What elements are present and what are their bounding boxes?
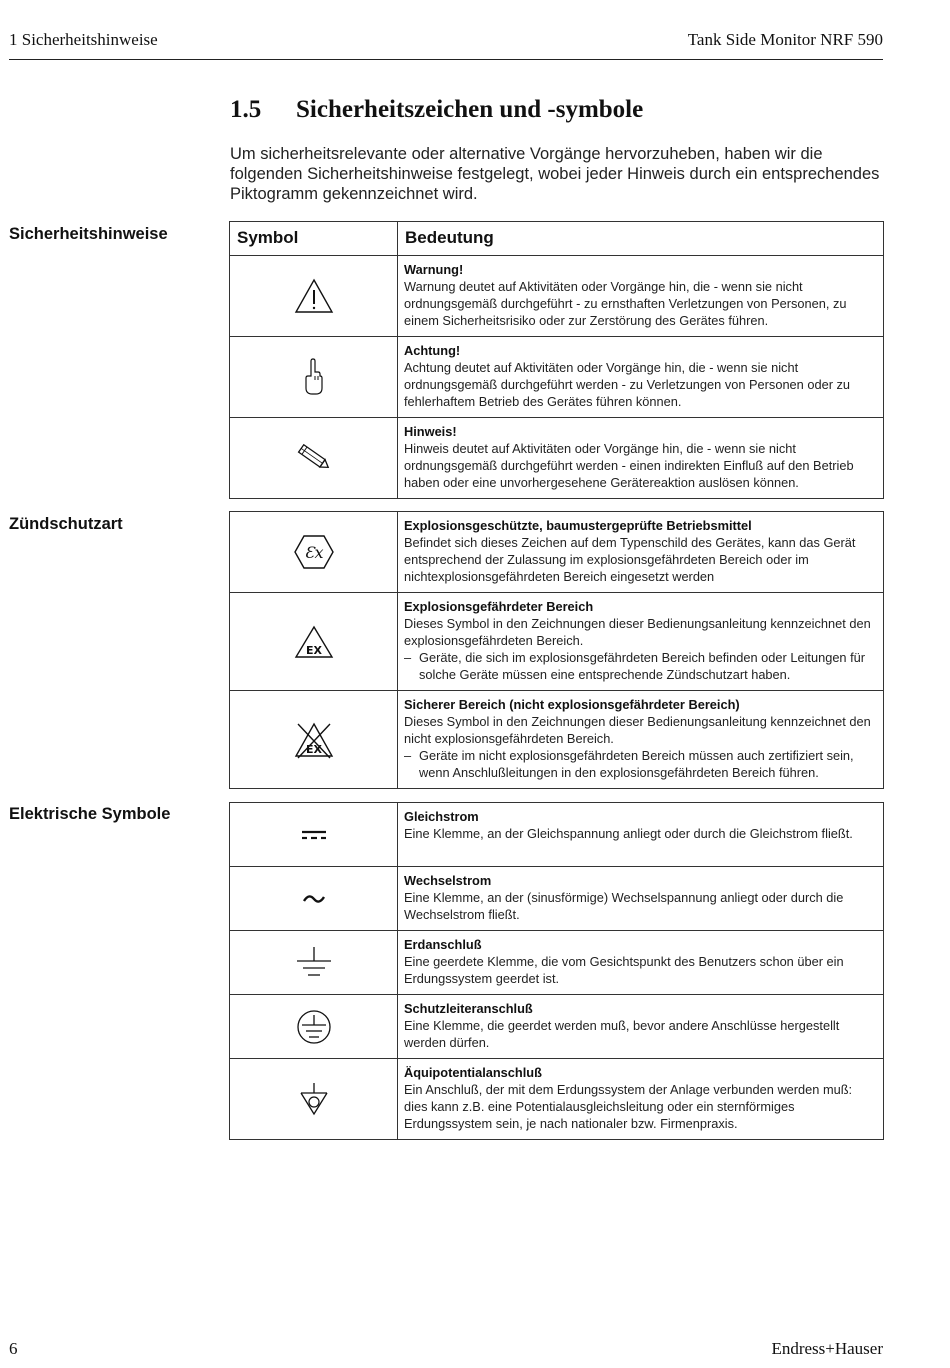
safety-symbols-table [229,221,884,499]
item-title: Sicherer Bereich (nicht explosionsgefährdeter Bereich) [404,697,740,712]
table-row [230,418,884,499]
equipotential-icon [299,1081,329,1117]
item-title: Warnung! [404,262,464,277]
side-label-electrical: Elektrische Symbole [9,805,171,823]
table-row [230,931,884,995]
electrical-symbols-table [229,802,884,1140]
table-row [230,337,884,418]
item-text: Eine Klemme, an der (sinusförmige) Wechselspannung anliegt oder durch die Wechselstrom fließt. [404,890,844,922]
table-row [230,1059,884,1140]
ex-triangle-icon [294,625,334,659]
item-title: Explosionsgeschützte, baumustergeprüfte Betriebsmittel [404,518,752,533]
ex-triangle-crossed-icon [294,720,334,760]
item-text: Warnung deutet auf Aktivitäten oder Vorgänge hin, die - wenn sie nicht ordnungsgemäß durchgeführt - zu ernsthaften Verletzungen von Personen, zu einem Sicherheitsrisiko oder zur Zerstörung des Gerätes führen. [404,279,847,328]
running-header-product: Tank Side Monitor NRF 590 [687,30,883,49]
ex-hexagon-icon [293,534,335,570]
table-row [230,995,884,1059]
item-title: Schutzleiteranschluß [404,1001,533,1016]
bullet-text: Geräte, die sich im explosionsgefährdeten Bereich befinden oder Leitungen für solche Geräte müssen eine entsprechende Zündschutzart haben. [419,650,866,682]
alternating-current-icon [302,892,326,906]
ground-icon [295,945,333,981]
item-text: Achtung deutet auf Aktivitäten oder Vorgänge hin, die - wenn sie nicht ordnungsgemäß durchgeführt werden - zu Verletzungen von Personen oder zu fehlerhaftem Betrieb des Gerätes führen können. [404,360,851,409]
table-row [230,691,884,789]
section-title: Sicherheitszeichen und -symbole [296,96,644,123]
side-label-ignition: Zündschutzart [9,515,123,533]
table-row [230,512,884,593]
header-rule [9,59,883,60]
section-number: 1.5 [230,96,262,123]
pencil-icon [294,442,334,474]
item-title: Erdanschluß [404,937,482,952]
item-text: Dieses Symbol in den Zeichnungen dieser Bedienungsanleitung kennzeichnet den explosionsgefährdeten Bereich. [404,616,871,648]
item-text: Eine Klemme, an der Gleichspannung anliegt oder durch die Gleichstrom fließt. [404,826,853,841]
side-label-safety: Sicherheitshinweise [9,225,168,243]
page-number: 6 [9,1339,18,1358]
item-text: Dieses Symbol in den Zeichnungen dieser Bedienungsanleitung kennzeichnet den nicht explosionsgefährdeten Bereich. [404,714,871,746]
brand-logo: Endress+Hauser [771,1339,883,1358]
table-row [230,867,884,931]
item-text: Ein Anschluß, der mit dem Erdungssystem der Anlage verbunden werden muß: dies kann z.B. eine Potentialausgleichsleitung oder ein sternförmiges Erdungssystem sein, je nach nationaler bzw. Firmenpraxis. [404,1082,853,1131]
svg-text:EX: EX [305,643,322,657]
table-header-row [230,222,884,256]
direct-current-icon [301,828,327,842]
header-symbol: Symbol [230,222,398,256]
svg-text:Ɛx: Ɛx [304,543,323,562]
bullet-item: – Geräte, die sich im explosionsgefährdeten Bereich befinden oder Leitungen für solche Geräte müssen eine entsprechende Zündschutzart haben. [404,649,876,683]
item-text: Hinweis deutet auf Aktivitäten oder Vorgänge hin, die - wenn sie nicht ordnungsgemäß durchgeführt werden - einen indirekten Einfluß auf den Betrieb haben oder eine unvorhergesehene Gerätereaktion auslösen können. [404,441,854,490]
item-title: Hinweis! [404,424,457,439]
header-meaning: Bedeutung [398,222,884,256]
section-heading [230,96,643,124]
bullet-text: Geräte im nicht explosionsgefährdeten Bereich müssen auch zertifiziert sein, wenn Anschlußleitungen in den explosionsgefährdeten Bereich führen. [419,748,854,780]
item-text: Eine Klemme, die geerdet werden muß, bevor andere Anschlüsse hergestellt werden dürfen. [404,1018,840,1050]
item-text: Befindet sich dieses Zeichen auf dem Typenschild des Gerätes, kann das Gerät entsprechend der Zulassung im explosionsgefährdeten Bereich oder im nichtexplosionsgefährdeten Bereich eingesetzt werden [404,535,856,584]
protective-earth-icon [296,1009,332,1045]
svg-text:EX: EX [305,742,322,756]
item-text: Eine geerdete Klemme, die vom Gesichtspunkt des Benutzers schon über ein Erdungssystem geerdet ist. [404,954,844,986]
bullet-item: – Geräte im nicht explosionsgefährdeten Bereich müssen auch zertifiziert sein, wenn Anschlußleitungen in den explosionsgefährdeten Bereich führen. [404,747,876,781]
raised-finger-icon [302,358,326,396]
table-row [230,593,884,691]
table-row [230,256,884,337]
item-title: Achtung! [404,343,461,358]
item-title: Äquipotentialanschluß [404,1065,542,1080]
table-row [230,803,884,867]
item-title: Wechselstrom [404,873,492,888]
item-title: Explosionsgefährdeter Bereich [404,599,594,614]
warning-triangle-icon [294,278,334,314]
running-header-chapter: 1 Sicherheitshinweise [9,30,158,49]
ignition-symbols-table [229,511,884,789]
intro-paragraph: Um sicherheitsrelevante oder alternative Vorgänge hervorzuheben, haben wir die folgenden Sicherheitshinweise festgelegt, wobei jeder Hinweis durch ein entsprechendes Piktogramm gekennzeichnet wird. [230,145,880,203]
item-title: Gleichstrom [404,809,479,824]
